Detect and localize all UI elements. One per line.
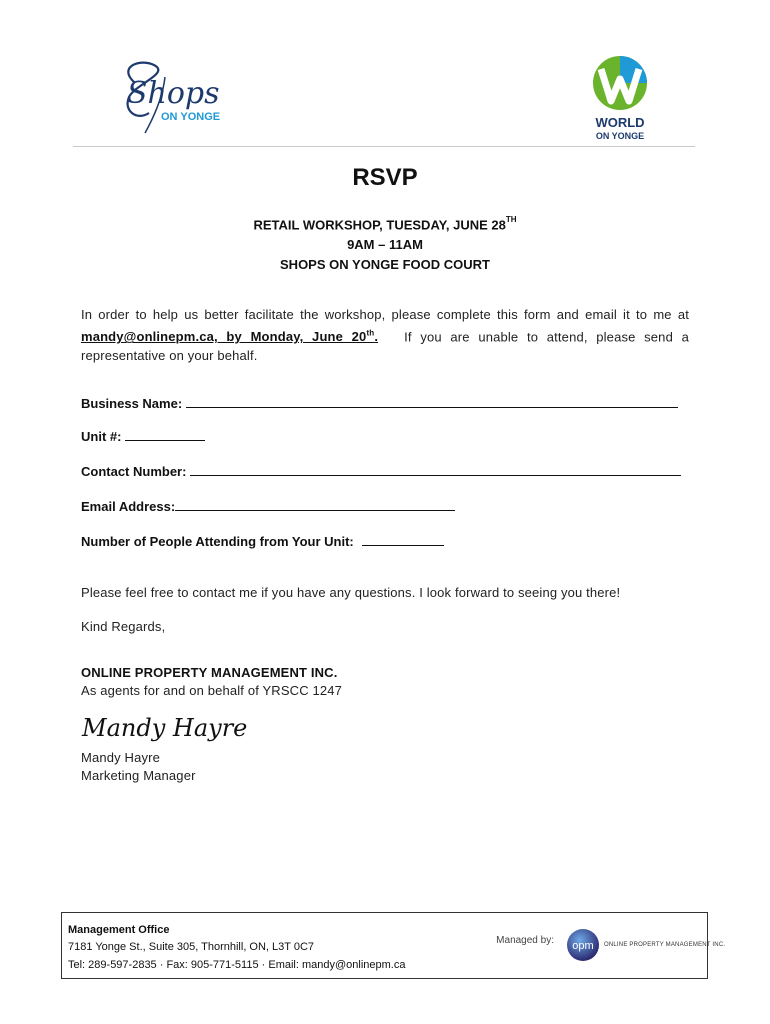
svg-text:WORLD: WORLD — [595, 115, 645, 130]
svg-text:ON YONGE: ON YONGE — [595, 131, 645, 141]
svg-text:ON YONGE: ON YONGE — [161, 111, 221, 123]
business-name-line[interactable] — [186, 395, 678, 408]
svg-text:Mandy Hayre: Mandy Hayre — [82, 714, 248, 742]
header-divider — [73, 146, 695, 147]
contact-number-line[interactable] — [190, 463, 681, 476]
email-link-text[interactable]: mandy@onlinepm.ca, by Monday, June 20 — [81, 329, 367, 345]
signer-role: Marketing Manager — [81, 768, 196, 783]
email-link-sup: th — [366, 329, 375, 338]
business-name-label: Business Name: — [81, 396, 183, 411]
attendees-line[interactable] — [362, 533, 444, 546]
opm-logo-name: ONLINE PROPERTY MANAGEMENT INC. — [604, 942, 726, 948]
email-address-field[interactable] — [81, 498, 455, 514]
shops-on-yonge-logo — [105, 55, 230, 145]
contact-number-label: Contact Number: — [81, 464, 187, 479]
email-link[interactable] — [81, 329, 378, 344]
email-address-label: Email Address: — [81, 499, 176, 514]
event-title-text: RETAIL WORKSHOP, TUESDAY, JUNE 28 — [253, 217, 506, 233]
svg-text:opm: opm — [572, 940, 594, 952]
intro-paragraph — [81, 305, 689, 365]
footer-title: Management Office — [68, 924, 170, 936]
opm-logo — [566, 928, 600, 962]
event-title-sup: TH — [505, 215, 517, 224]
contact-number-field[interactable] — [81, 463, 681, 479]
page-title: RSVP — [352, 164, 418, 191]
signer-name: Mandy Hayre — [81, 750, 160, 765]
unit-field[interactable] — [81, 428, 205, 444]
footer-contact: Tel: 289-597-2835 · Fax: 905-771-5115 · Email: mandy@onlinepm.ca — [68, 959, 406, 971]
email-address-line[interactable] — [175, 498, 455, 511]
kind-regards: Kind Regards, — [81, 619, 166, 634]
event-location: SHOPS ON YONGE FOOD COURT — [280, 257, 490, 272]
closing-note: Please feel free to contact me if you have any questions. I look forward to seeing you there! — [81, 585, 621, 600]
email-link-end: . — [374, 329, 379, 345]
svg-text:Shops: Shops — [127, 76, 220, 111]
managed-by-label: Managed by: — [496, 935, 554, 946]
intro-text-2: If you are unable to attend, please send a representative on your behalf. — [81, 329, 690, 364]
event-title — [0, 217, 770, 232]
intro-text-1: In order to help us better facilitate the workshop, please complete this form and email it to me at — [81, 307, 689, 322]
agents-line: As agents for and on behalf of YRSCC 1247 — [81, 683, 343, 698]
unit-line[interactable] — [125, 428, 205, 441]
attendees-field[interactable] — [81, 533, 444, 549]
signature — [80, 708, 248, 746]
company-name: ONLINE PROPERTY MANAGEMENT INC. — [81, 665, 338, 680]
unit-label: Unit #: — [81, 429, 122, 444]
attendees-label: Number of People Attending from Your Unit: — [81, 534, 354, 549]
event-time: 9AM – 11AM — [347, 237, 423, 252]
business-name-field[interactable] — [81, 395, 678, 411]
footer-address: 7181 Yonge St., Suite 305, Thornhill, ON, L3T 0C7 — [68, 941, 315, 953]
world-on-yonge-logo — [585, 55, 655, 143]
